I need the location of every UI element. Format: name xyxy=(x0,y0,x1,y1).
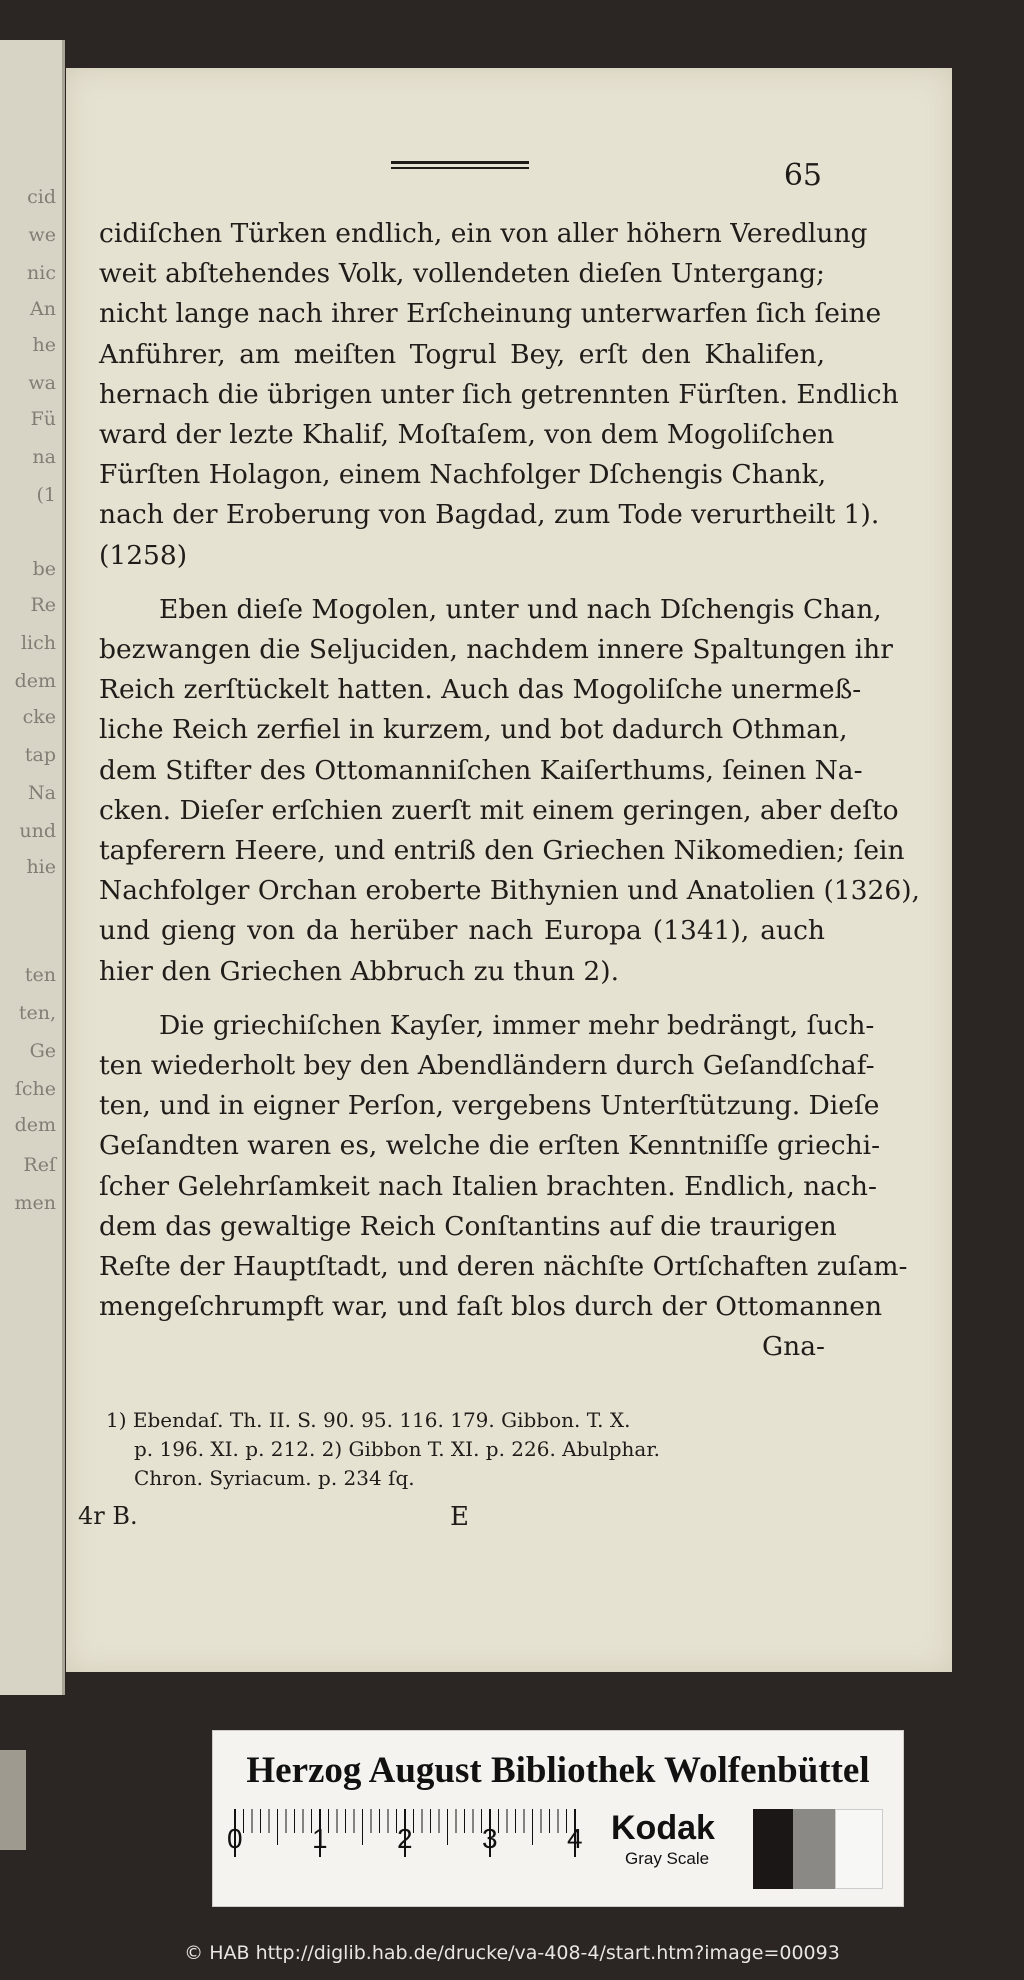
copyright-credit: © HAB http://diglib.hab.de/drucke/va-408-4/start.htm?image=00093 xyxy=(184,1942,840,1964)
left-page-fragment: Ge xyxy=(29,1040,56,1062)
text-line: Eben dieſe Mogolen, unter und nach Dſchengis Chan, xyxy=(159,593,882,625)
left-page-strip xyxy=(0,40,65,1695)
left-page-fragment: Fü xyxy=(30,408,56,430)
page-number: 65 xyxy=(783,158,822,193)
book-page xyxy=(66,68,952,1672)
text-line: mengeſchrumpft war, und faſt blos durch der Ottomannen xyxy=(99,1291,883,1323)
left-page-fragment: be xyxy=(32,558,56,580)
text-line: Geſandten waren es, welche die erſten Kenntniſſe griechi- xyxy=(99,1130,881,1162)
left-page-fragment: nic xyxy=(27,262,56,284)
text-line: ten wiederholt bey den Abendländern durch Geſandſchaf- xyxy=(99,1050,875,1082)
text-line: dem Stifter des Ottomanniſchen Kaiſerthums, ſeinen Na- xyxy=(99,754,863,786)
text-line: und gieng von da herüber nach Europa (1341), auch xyxy=(99,915,825,947)
left-page-fragment: dem xyxy=(14,670,56,692)
text-line: nach der Eroberung von Bagdad, zum Tode verurtheilt 1). xyxy=(99,499,880,531)
left-page-fragment: ten, xyxy=(18,1002,56,1024)
text-line: Reſte der Hauptſtadt, und deren nächſte Ortſchaften zuſam- xyxy=(99,1251,908,1283)
footnotes xyxy=(106,1406,826,1493)
ruler-number: 4 xyxy=(567,1823,583,1854)
text-line: nicht lange nach ihrer Erſcheinung unterwarfen ſich ſeine xyxy=(99,298,882,330)
footnote-line: 1) Ebendaſ. Th. II. S. 90. 95. 116. 179. Gibbon. T. X. xyxy=(106,1408,631,1432)
text-line: dem das gewaltige Reich Conſtantins auf die traurigen xyxy=(99,1210,837,1242)
paragraph xyxy=(99,214,899,576)
text-line: bezwangen die Seljuciden, nachdem innere Spaltungen ihr xyxy=(99,634,893,666)
left-page-fragment: Na xyxy=(28,782,56,804)
text-line: weit abſtehendes Volk, vollendeten dieſen Untergang; xyxy=(99,258,825,290)
ruler-number: 0 xyxy=(227,1823,243,1854)
text-line: Reich zerſtückelt hatten. Auch das Mogoliſche unermeß- xyxy=(99,674,862,706)
left-page-fragment: na xyxy=(32,446,56,468)
left-page-fragment: tap xyxy=(24,744,56,766)
left-page-fragment: Re xyxy=(30,594,56,616)
left-page-fragment: dem xyxy=(14,1114,56,1136)
black-swatch xyxy=(753,1809,793,1889)
gray-scale-label: Gray Scale xyxy=(625,1849,710,1868)
left-page-fragment: An xyxy=(30,298,56,320)
left-page-fragment: und xyxy=(19,820,56,842)
left-page-edge xyxy=(0,1750,26,1850)
left-page-fragment: ſche xyxy=(14,1078,56,1100)
text-line: ward der lezte Khalif, Moſtaſem, von dem Mogoliſchen xyxy=(99,419,835,451)
left-page-fragment: wa xyxy=(28,372,56,394)
text-line: hier den Griechen Abbruch zu thun 2). xyxy=(99,955,620,987)
signature-mark: 4r B. xyxy=(78,1502,138,1530)
text-line: cken. Dieſer erſchien zuerſt mit einem geringen, aber deſto xyxy=(99,794,899,826)
left-page-fragment: he xyxy=(32,334,56,356)
ruler-number: 2 xyxy=(397,1823,413,1854)
text-line: hernach die übrigen unter ſich getrennten Fürſten. Endlich xyxy=(99,378,899,410)
text-line: Gna- xyxy=(762,1331,825,1363)
footnote-line: Chron. Syriacum. p. 234 ſq. xyxy=(134,1466,415,1490)
paragraph xyxy=(99,590,920,992)
catchword-mark: E xyxy=(450,1502,469,1532)
left-page-fragment: men xyxy=(14,1192,56,1214)
paragraph xyxy=(99,1006,908,1368)
left-page-fragment: (1 xyxy=(36,484,56,506)
left-page-fragment: lich xyxy=(20,632,56,654)
left-page-fragment: Reſ xyxy=(23,1154,56,1176)
left-page-fragment: cke xyxy=(22,706,56,728)
left-page-fragment: cid xyxy=(27,186,56,208)
text-line: ſcher Gelehrſamkeit nach Italien brachten. Endlich, nach- xyxy=(99,1170,877,1202)
text-line: Die griechiſchen Kayſer, immer mehr bedrängt, ſuch- xyxy=(159,1009,875,1041)
header-rule xyxy=(391,161,529,169)
kodak-logo: Kodak xyxy=(611,1809,715,1847)
library-name: Herzog August Bibliothek Wolfenbüttel xyxy=(246,1750,870,1791)
text-line: cidiſchen Türken endlich, ein von aller höhern Veredlung xyxy=(99,218,868,249)
footnote-line: p. 196. XI. p. 212. 2) Gibbon T. XI. p. 226. Abulphar. xyxy=(134,1437,661,1461)
text-line: ten, und in eigner Perſon, vergebens Unterſtützung. Dieſe xyxy=(99,1090,880,1122)
text-line: tapferern Heere, und entriß den Griechen Nikomedien; ſein xyxy=(99,835,905,867)
ruler-number: 3 xyxy=(482,1823,498,1854)
white-swatch xyxy=(835,1809,883,1889)
color-calibration-card xyxy=(212,1730,904,1907)
text-line: Nachfolger Orchan eroberte Bithynien und Anatolien (1326), xyxy=(99,875,920,907)
text-line: Anführer, am meiſten Togrul Bey, erſt den Khalifen, xyxy=(99,338,825,370)
text-line: Fürſten Holagon, einem Nachfolger Dſchengis Chank, xyxy=(99,459,827,491)
left-page-fragment: ten xyxy=(24,964,56,986)
left-page-fragment: hie xyxy=(26,856,56,878)
text-line: liche Reich zerfiel in kurzem, und bot dadurch Othman, xyxy=(99,714,848,746)
gray-swatch xyxy=(793,1809,835,1889)
left-page-fragment: we xyxy=(28,224,56,246)
ruler-number: 1 xyxy=(312,1823,328,1854)
body-text xyxy=(99,214,920,1382)
text-line: (1258) xyxy=(99,539,188,571)
